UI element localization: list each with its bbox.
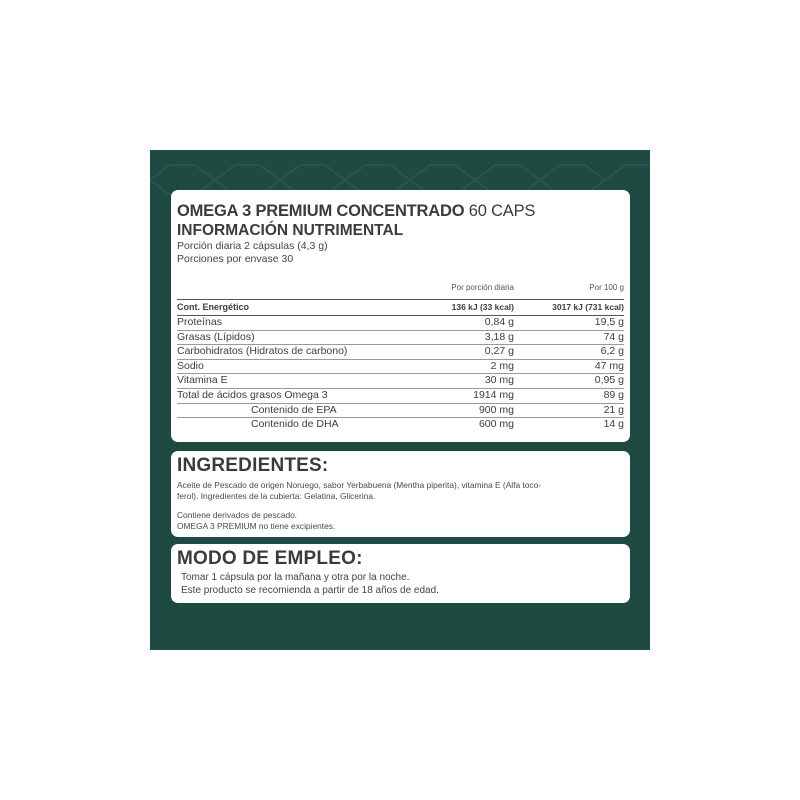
row-label: Contenido de EPA	[177, 403, 424, 418]
row-label: Carbohidratos (Hidratos de carbono)	[177, 345, 424, 360]
row-value-100g: 19,5 g	[524, 316, 624, 331]
product-title	[177, 202, 624, 221]
ingredients-line: Aceite de Pescado de origen Noruego, sabor Yerbabuena (Mentha piperita), vitamina E (Alfa toco-	[177, 480, 542, 490]
row-label: Total de ácidos grasos Omega 3	[177, 388, 424, 403]
table-row	[177, 345, 624, 360]
usage-line: Tomar 1 cápsula por la mañana y otra por la noche.	[181, 572, 410, 583]
column-header-per-100g: Por 100 g	[589, 283, 624, 292]
usage-card	[171, 544, 630, 603]
table-row	[177, 388, 624, 403]
ingredients-title: INGREDIENTES:	[177, 455, 329, 476]
row-value-100g: 89 g	[524, 388, 624, 403]
product-count: 60 CAPS	[464, 202, 536, 220]
row-value-portion: 0,27 g	[424, 345, 524, 360]
label-panel	[150, 150, 650, 650]
row-value-100g: 0,95 g	[524, 374, 624, 389]
row-value-portion: 2 mg	[424, 359, 524, 374]
row-value-portion: 600 mg	[478, 418, 514, 431]
nutrition-card	[171, 190, 630, 442]
row-value-100g: 47 mg	[524, 359, 624, 374]
table-row	[177, 418, 624, 432]
table-row	[177, 374, 624, 389]
product-name: OMEGA 3 PREMIUM CONCENTRADO	[177, 202, 465, 220]
row-label: Vitamina E	[177, 374, 424, 389]
table-row	[177, 359, 624, 374]
ingredients-note: OMEGA 3 PREMIUM no tiene excipientes.	[177, 520, 336, 531]
row-value-portion: 1914 mg	[424, 388, 524, 403]
nutrition-table	[177, 283, 624, 432]
usage-title: MODO DE EMPLEO:	[177, 548, 363, 569]
usage-text	[177, 572, 624, 597]
column-header-per-portion: Por porción diaria	[451, 283, 514, 292]
row-label: Proteínas	[177, 316, 424, 331]
row-label: Cont. Energético	[177, 300, 424, 316]
ingredients-card	[171, 451, 630, 537]
row-label: Sodio	[177, 359, 424, 374]
table-row	[177, 316, 624, 331]
row-value-100g: 21 g	[524, 403, 624, 418]
portion-daily: Porción diaria 2 cápsulas (4,3 g)	[177, 240, 328, 252]
row-value-100g: 6,2 g	[524, 345, 624, 360]
table-row-energy	[177, 300, 624, 316]
ingredients-text	[177, 480, 624, 531]
table-row	[177, 403, 624, 418]
ingredients-note: Contiene derivados de pescado.	[177, 510, 298, 520]
row-label: Grasas (Lípidos)	[177, 330, 424, 345]
row-value-portion: 3,18 g	[424, 330, 524, 345]
row-value-portion: 136 kJ (33 kcal)	[424, 300, 524, 316]
usage-line: Este producto se recomienda a partir de 18 años de edad.	[181, 584, 439, 596]
row-value-100g: 3017 kJ (731 kcal)	[524, 300, 624, 316]
nutrition-subtitle: INFORMACIÓN NUTRIMENTAL	[177, 222, 404, 239]
row-value-100g: 74 g	[524, 330, 624, 345]
row-label: Contenido de DHA	[251, 418, 339, 431]
ingredients-line: ferol). Ingredientes de la cubierta: Gelatina, Glicerina.	[177, 490, 376, 501]
portions-per-pack: Porciones por envase 30	[177, 253, 294, 265]
row-value-100g: 14 g	[603, 418, 624, 431]
row-value-portion: 30 mg	[424, 374, 524, 389]
row-value-portion: 900 mg	[424, 403, 524, 418]
table-row	[177, 330, 624, 345]
table-header-row	[177, 283, 624, 300]
row-value-portion: 0,84 g	[424, 316, 524, 331]
